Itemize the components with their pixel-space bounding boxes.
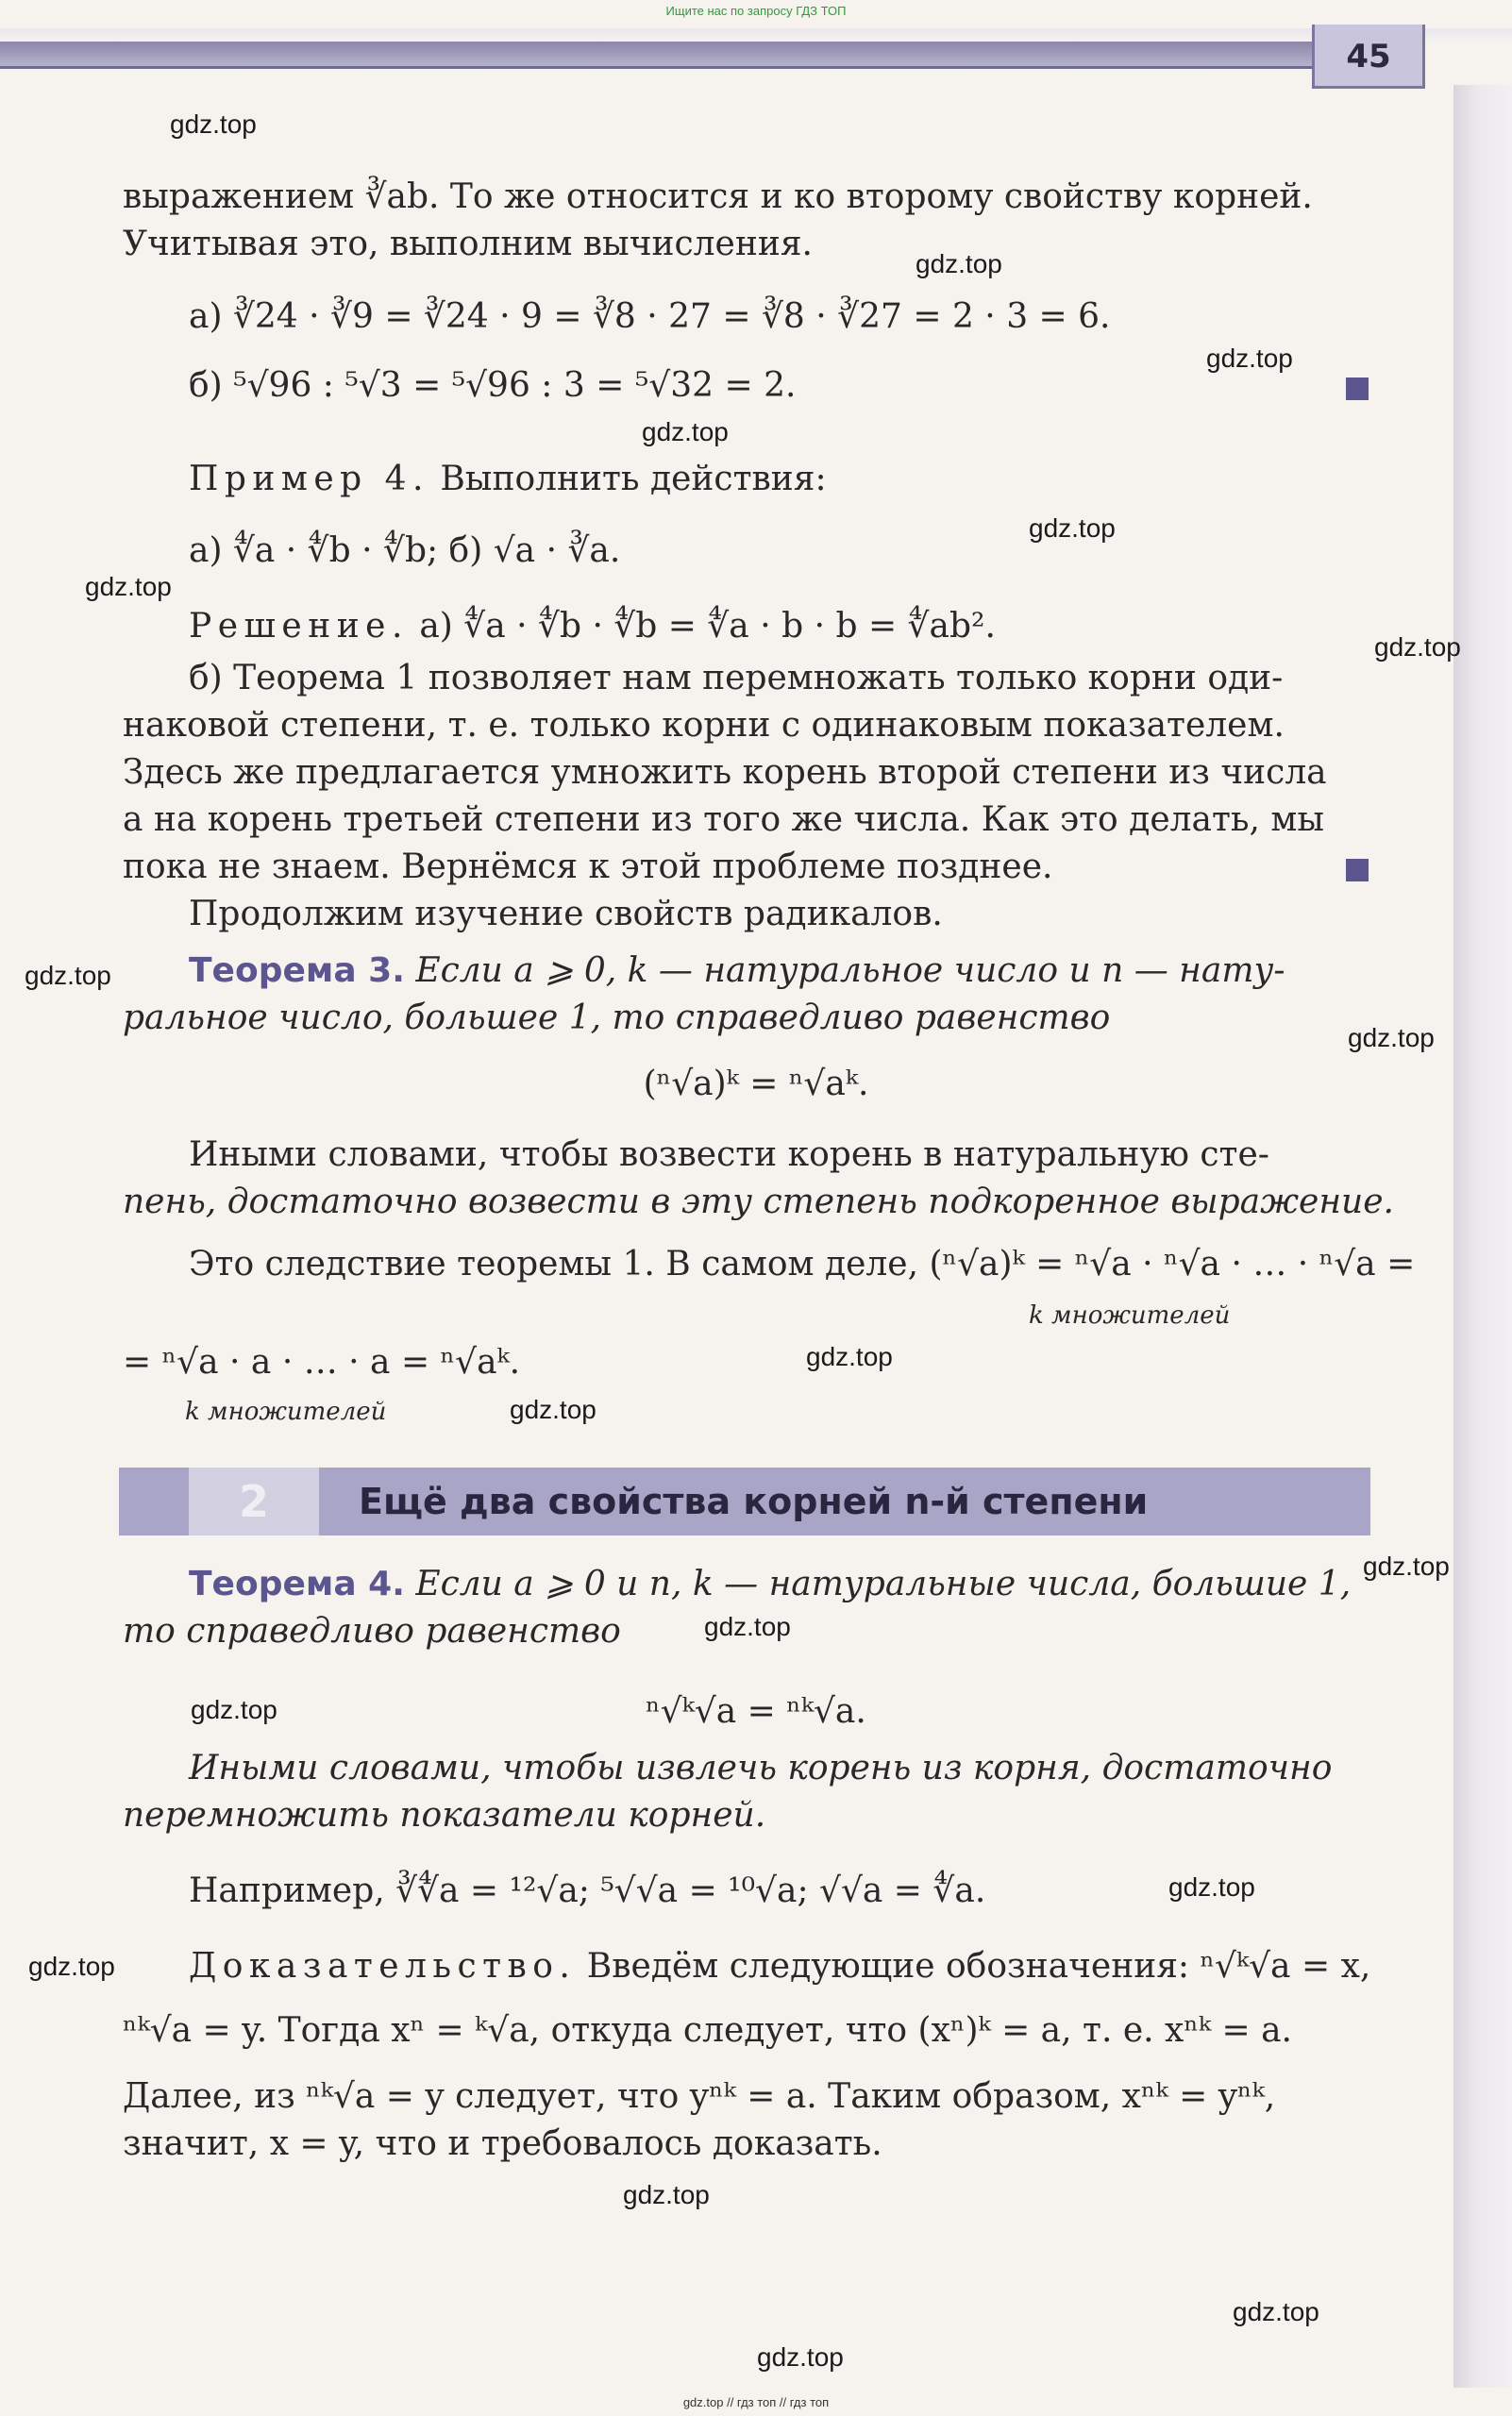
text-line: a на корень третьей степени из того же числа. Как это делать, мы — [123, 800, 1325, 839]
watermark: gdz.top — [1374, 632, 1461, 662]
solution-label: Решение. — [189, 607, 409, 646]
watermark: gdz.top — [916, 249, 1002, 278]
brace-label-text: k множителей — [1029, 1301, 1231, 1330]
watermark: gdz.top — [623, 2180, 710, 2209]
section-number: 2 — [189, 1468, 319, 1535]
watermark: gdz.top — [1348, 1023, 1435, 1052]
example-3a: а) ∛24 · ∛9 = ∛24 · 9 = ∛8 · 27 = ∛8 · ∛27 = 2 · 3 = 6. — [189, 297, 1111, 336]
theorem-3-text: Если a ⩾ 0, k — натуральное число и n — нату- — [404, 951, 1285, 990]
watermark: gdz.top — [510, 1395, 596, 1424]
text-line: б) Теорема 1 позволяет нам перемножать только корни оди- — [189, 659, 1284, 697]
text-line: наковой степени, т. е. только корни с одинаковым показателем. — [123, 706, 1285, 745]
watermark: gdz.top — [1168, 1872, 1255, 1902]
site-banner[interactable]: Ищите нас по запросу ГДЗ ТОП — [665, 4, 847, 18]
header-band — [0, 42, 1312, 69]
theorem-3 — [189, 948, 1285, 994]
text-line — [189, 1746, 1332, 1791]
theorem-3-text: ральное число, большее 1, то справедливо равенство — [123, 998, 1111, 1037]
theorem-3-label: Теорема 3. — [189, 951, 405, 990]
watermark: gdz.top — [25, 961, 111, 990]
watermark: gdz.top — [170, 109, 257, 139]
theorem-4-text: Если a ⩾ 0 и n, k — натуральные числа, большие 1, — [404, 1565, 1352, 1603]
brace-label-text: k множителей — [185, 1398, 387, 1426]
text-line: значит, x = y, что и требовалось доказать. — [123, 2124, 882, 2163]
example-4-label: Пример 4. — [189, 460, 429, 498]
footer-links[interactable]: gdz.top // гдз топ // гдз топ — [682, 2395, 830, 2409]
example-4-heading — [189, 457, 827, 502]
text-line: пока не знаем. Вернёмся к этой проблеме позднее. — [123, 847, 1053, 886]
watermark: gdz.top — [704, 1612, 791, 1641]
text-line — [123, 1180, 1394, 1225]
theorem-3-formula: (ⁿ√a)ᵏ = ⁿ√aᵏ. — [643, 1065, 869, 1103]
watermark: gdz.top — [1363, 1552, 1450, 1581]
watermark: gdz.top — [1233, 2297, 1319, 2326]
watermark: gdz.top — [1029, 513, 1116, 543]
page-number: 45 — [1312, 25, 1425, 89]
text-line: = ⁿ√a · a · … · a = ⁿ√aᵏ. — [123, 1343, 521, 1382]
italic-text: пень, достаточно возвести в эту степень подкоренное выражение. — [123, 1183, 1394, 1221]
watermark: gdz.top — [28, 1952, 115, 1981]
text-line: Далее, из ⁿᵏ√a = y следует, что yⁿᵏ = a. Таким образом, xⁿᵏ = yⁿᵏ, — [123, 2077, 1276, 2116]
proof-text: Введём следующие обозначения: ⁿ√ᵏ√a = x, — [576, 1947, 1371, 1986]
italic-text: перемножить показатели корней. — [123, 1796, 766, 1835]
example-3b: б) ⁵√96 : ⁵√3 = ⁵√96 : 3 = ⁵√32 = 2. — [189, 366, 797, 405]
end-of-proof-square — [1346, 859, 1369, 881]
proof-label: Доказательство. — [189, 1947, 577, 1986]
theorem-4-text: то справедливо равенство — [123, 1612, 621, 1651]
text-line: выражением ∛ab. То же относится и ко второму свойству корней. — [123, 177, 1313, 216]
section-title: Ещё два свойства корней n-й степени — [359, 1481, 1149, 1522]
text-line: Иными словами, чтобы возвести корень в натуральную сте- — [189, 1135, 1269, 1174]
text-line: Это следствие теоремы 1. В самом деле, (ⁿ√a)ᵏ = ⁿ√a · ⁿ√a · … · ⁿ√a = — [189, 1245, 1416, 1284]
text-line — [123, 1793, 765, 1838]
examples-line: Например, ∛∜a = ¹²√a; ⁵√√a = ¹⁰√a; √√a = ∜a. — [189, 1871, 986, 1910]
solution-line — [189, 604, 996, 649]
theorem-4-formula: ⁿ√ᵏ√a = ⁿᵏ√a. — [646, 1692, 866, 1731]
text-line: Здесь же предлагается умножить корень второй степени из числа — [123, 753, 1327, 792]
brace-label — [185, 1389, 386, 1434]
theorem-4 — [189, 1562, 1351, 1607]
watermark: gdz.top — [191, 1695, 277, 1724]
watermark: gdz.top — [1206, 344, 1293, 373]
theorem-4-continuation — [123, 1609, 621, 1654]
text-line: Учитывая это, выполним вычисления. — [123, 225, 813, 263]
watermark: gdz.top — [85, 572, 172, 601]
text-line: ⁿᵏ√a = y. Тогда xⁿ = ᵏ√a, откуда следует, что (xⁿ)ᵏ = a, т. е. xⁿᵏ = a. — [123, 2011, 1292, 2050]
solution-text: а) ∜a · ∜b · ∜b = ∜a · b · b = ∜ab². — [408, 607, 996, 646]
theorem-3-continuation — [123, 996, 1110, 1041]
end-of-proof-square — [1346, 378, 1369, 400]
theorem-4-label: Теорема 4. — [189, 1565, 405, 1603]
proof-line — [189, 1944, 1370, 1989]
example-4-text: Выполнить действия: — [428, 460, 827, 498]
page-edge-strip — [1453, 85, 1512, 2388]
example-4-tasks: а) ∜a · ∜b · ∜b; б) √a · ∛a. — [189, 531, 621, 570]
watermark: gdz.top — [806, 1342, 893, 1371]
text-line: Продолжим изучение свойств радикалов. — [189, 895, 943, 933]
brace-label — [1029, 1293, 1230, 1338]
watermark: gdz.top — [642, 417, 729, 446]
watermark: gdz.top — [757, 2342, 844, 2372]
italic-text: Иными словами, чтобы извлечь корень из корня, достаточно — [189, 1749, 1333, 1787]
